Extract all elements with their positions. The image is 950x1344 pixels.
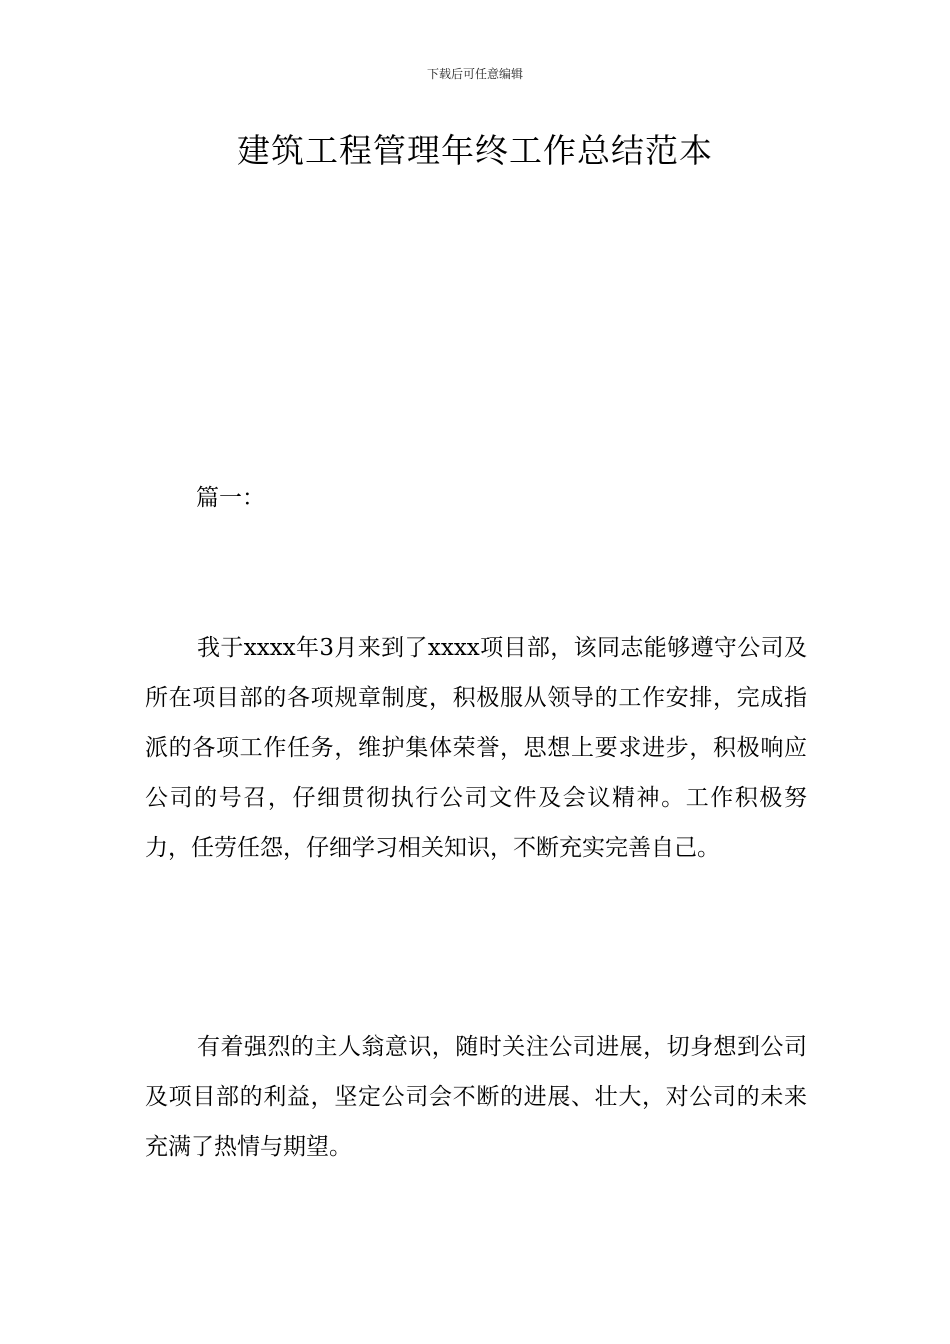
header-note: 下载后可任意编辑 (426, 67, 523, 81)
body-paragraph-2: 有着强烈的主人翁意识，随时关注公司进展，切身想到公司及项目部的利益，坚定公司会不断的进展、壮大，对公司的未来充满了热情与期望。 (145, 1034, 807, 1160)
body-paragraph-1: 我于xxxx年3月来到了xxxx项目部，该同志能够遵守公司及所在项目部的各项规章制度，积极服从领导的工作安排，完成指派的各项工作任务，维护集体荣誉，思想上要求进步，积极响应公司的号召，仔细贯彻执行公司文件及会议精神。工作积极努力，任劳任怨，仔细学习相关知识，不断充实完善自己。 (145, 635, 807, 861)
document-title: 建筑工程管理年终工作总结范本 (237, 131, 713, 170)
section-label: 篇一： (196, 485, 265, 511)
